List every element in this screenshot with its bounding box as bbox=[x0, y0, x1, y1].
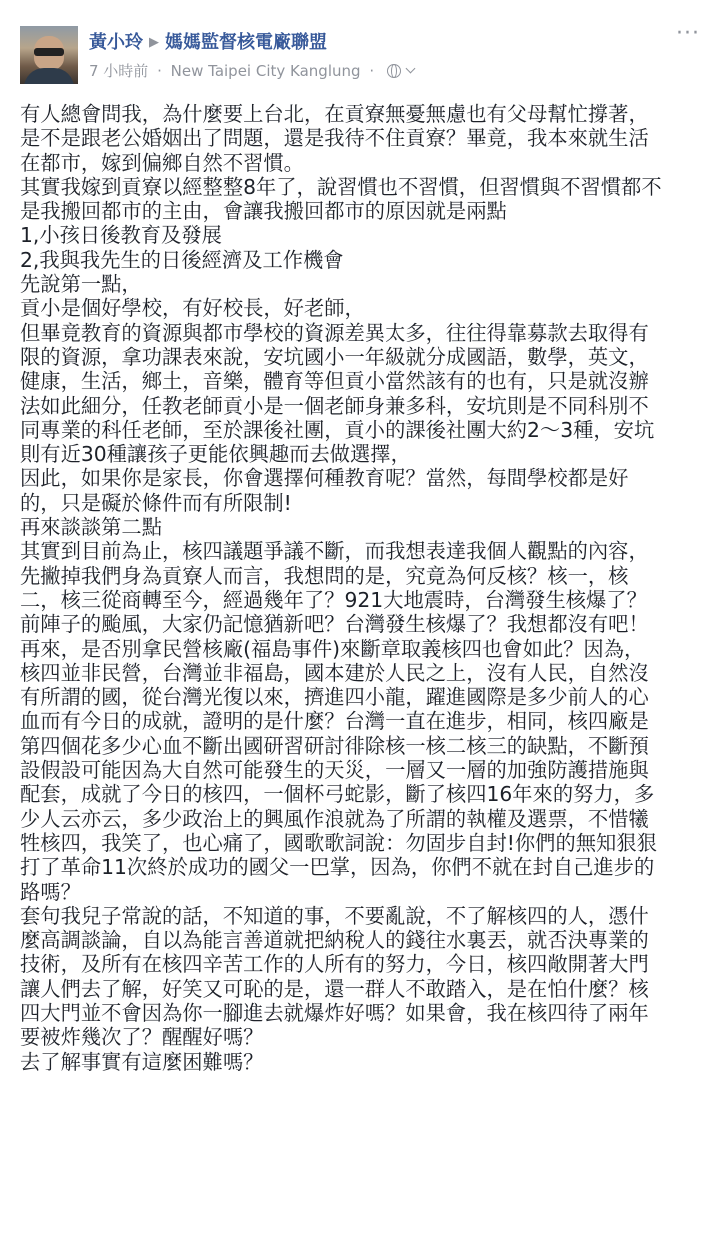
shared-to-arrow-icon: ▶ bbox=[149, 35, 159, 50]
post-timestamp-link[interactable]: 7 小時前 bbox=[89, 62, 149, 80]
globe-icon[interactable] bbox=[387, 64, 401, 78]
post-text-line: 路嗎？ bbox=[20, 879, 81, 904]
post-text-line: 少人云亦云，多少政治上的興風作浪就為了所謂的執權及選票，不惜犧 bbox=[20, 806, 649, 831]
location-link[interactable]: New Taipei City Kanglung bbox=[170, 62, 361, 80]
post-text-line: 其實到目前為止，核四議題爭議不斷，而我想表達我個人觀點的內容， bbox=[20, 539, 649, 564]
post-text-line: 有人總會問我，為什麼要上台北，在貢寮無憂無慮也有父母幫忙撐著， bbox=[20, 102, 649, 126]
post-text-line: 但畢竟教育的資源與都市學校的資源差異太多，往往得靠募款去取得有 bbox=[20, 320, 649, 345]
post-text-line: 第四個花多少心血不斷出國研習研討徘除核一核二核三的缺點，不斷預 bbox=[20, 733, 649, 758]
post-text-line: 先說第一點， bbox=[20, 272, 142, 297]
post-text-line: 血而有今日的成就，證明的是什麼？台灣一直在進步，相同，核四廠是 bbox=[20, 709, 649, 734]
post-text-line: 同專業的科任老師，至於課後社團，貢小的課後社團大約2～3種，安坑 bbox=[20, 417, 655, 442]
post-text-line: 健康，生活，鄉土，音樂，體育等但貢小當然該有的也有，只是就沒辦 bbox=[20, 369, 649, 394]
post-text-line: 2,我與我先生的日後經濟及工作機會 bbox=[20, 247, 344, 272]
post-text-line: 設假設可能因為大自然可能發生的天災，一層又一層的加強防護措施與 bbox=[20, 758, 649, 783]
post-text-line: 1,小孩日後教育及發展 bbox=[20, 223, 222, 248]
post-text-line: 有所謂的國，從台灣光復以來，擠進四小龍，躍進國際是多少前人的心 bbox=[20, 685, 649, 710]
post-text-line: 核四並非民營，台灣並非福島，國本建於人民之上，沒有人民，自然沒 bbox=[20, 660, 649, 685]
post-text-line: 讓人們去了解，好笑又可恥的是，還一群人不敢踏入，是在怕什麼？核 bbox=[20, 976, 649, 1001]
post-text-line: 的，只是礙於條件而有所限制! bbox=[20, 490, 292, 515]
post-text-line: 前陣子的颱風，大家仍記憶猶新吧？台灣發生核爆了？我想都沒有吧！ bbox=[20, 612, 649, 637]
post-text-line: 則有近30種讓孩子更能依興趣而去做選擇， bbox=[20, 442, 411, 467]
post-text-line: 限的資源，拿功課表來說，安坑國小一年級就分成國語，數學，英文， bbox=[20, 344, 649, 369]
post-text-line: 麼高調談論，自以為能言善道就把納稅人的錢往水裏丟，就否決專業的 bbox=[20, 928, 649, 953]
meta-separator-2: · bbox=[369, 62, 375, 80]
author-avatar[interactable] bbox=[20, 26, 78, 84]
post-text-line: 是我搬回都市的主由，會讓我搬回都市的原因就是兩點 bbox=[20, 199, 507, 224]
post-text-line: 法如此細分，任教老師貢小是一個老師身兼多科，安坑則是不同科別不 bbox=[20, 393, 649, 418]
post-text-line: 再來，是否別拿民營核廠(福島事件)來斷章取義核四也會如此？因為， bbox=[20, 636, 645, 661]
post-text-line: 再來談談第二點 bbox=[20, 515, 162, 540]
more-options-icon[interactable]: ··· bbox=[676, 21, 700, 46]
post-text-line: 是不是跟老公婚姻出了問題，還是我待不住貢寮？畢竟，我本來就生活 bbox=[20, 126, 649, 151]
post-header bbox=[20, 21, 700, 86]
post-text-line: 配套，成就了今日的核四，一個杯弓蛇影，斷了核四16年來的努力，多 bbox=[20, 782, 655, 807]
group-name-link[interactable]: 媽媽監督核電廠聯盟 bbox=[165, 32, 327, 53]
post-text-line: 牲核四，我笑了，也心痛了，國歌歌詞說：勿固步自封!你們的無知狠狠 bbox=[20, 830, 657, 855]
post-text-line: 四大門並不會因為你一腳進去就爆炸好嗎？如果會，我在核四待了兩年 bbox=[20, 1000, 649, 1025]
post-title-line bbox=[89, 28, 327, 54]
post-meta bbox=[89, 60, 414, 81]
post-text-line: 因此，如果你是家長，你會選擇何種教育呢？當然，每間學校都是好 bbox=[20, 466, 629, 491]
post-text-line: 在都市，嫁到偏鄉自然不習慣。 bbox=[20, 150, 304, 175]
post-text-line: 其實我嫁到貢寮以經整整8年了，說習慣也不習慣，但習慣與不習慣都不 bbox=[20, 174, 662, 199]
post-text-line: 去了解事實有這麼困難嗎？ bbox=[20, 1049, 264, 1074]
post-text-line: 貢小是個好學校，有好校長，好老師， bbox=[20, 296, 365, 321]
post-text-line: 要被炸幾次了？醒醒好嗎？ bbox=[20, 1025, 264, 1050]
post-text-line: 二，核三從商轉至今，經過幾年了？921大地震時，台灣發生核爆了？ bbox=[20, 587, 647, 612]
meta-separator: · bbox=[157, 62, 162, 80]
post-text-line: 套句我兒子常說的話，不知道的事，不要亂說，不了解核四的人，憑什 bbox=[20, 903, 649, 928]
author-name-link[interactable]: 黃小玲 bbox=[89, 32, 143, 53]
chevron-down-icon[interactable] bbox=[405, 64, 415, 74]
post-text-line: 打了革命11次終於成功的國父一巴掌，因為，你們不就在封自己進步的 bbox=[20, 855, 655, 880]
post-text-line: 先撇掉我們身為貢寮人而言，我想問的是，究竟為何反核？核一，核 bbox=[20, 563, 629, 588]
post-text-line: 技術，及所有在核四辛苦工作的人所有的努力，今日，核四敞開著大門 bbox=[20, 952, 649, 977]
post-body bbox=[20, 102, 702, 1074]
